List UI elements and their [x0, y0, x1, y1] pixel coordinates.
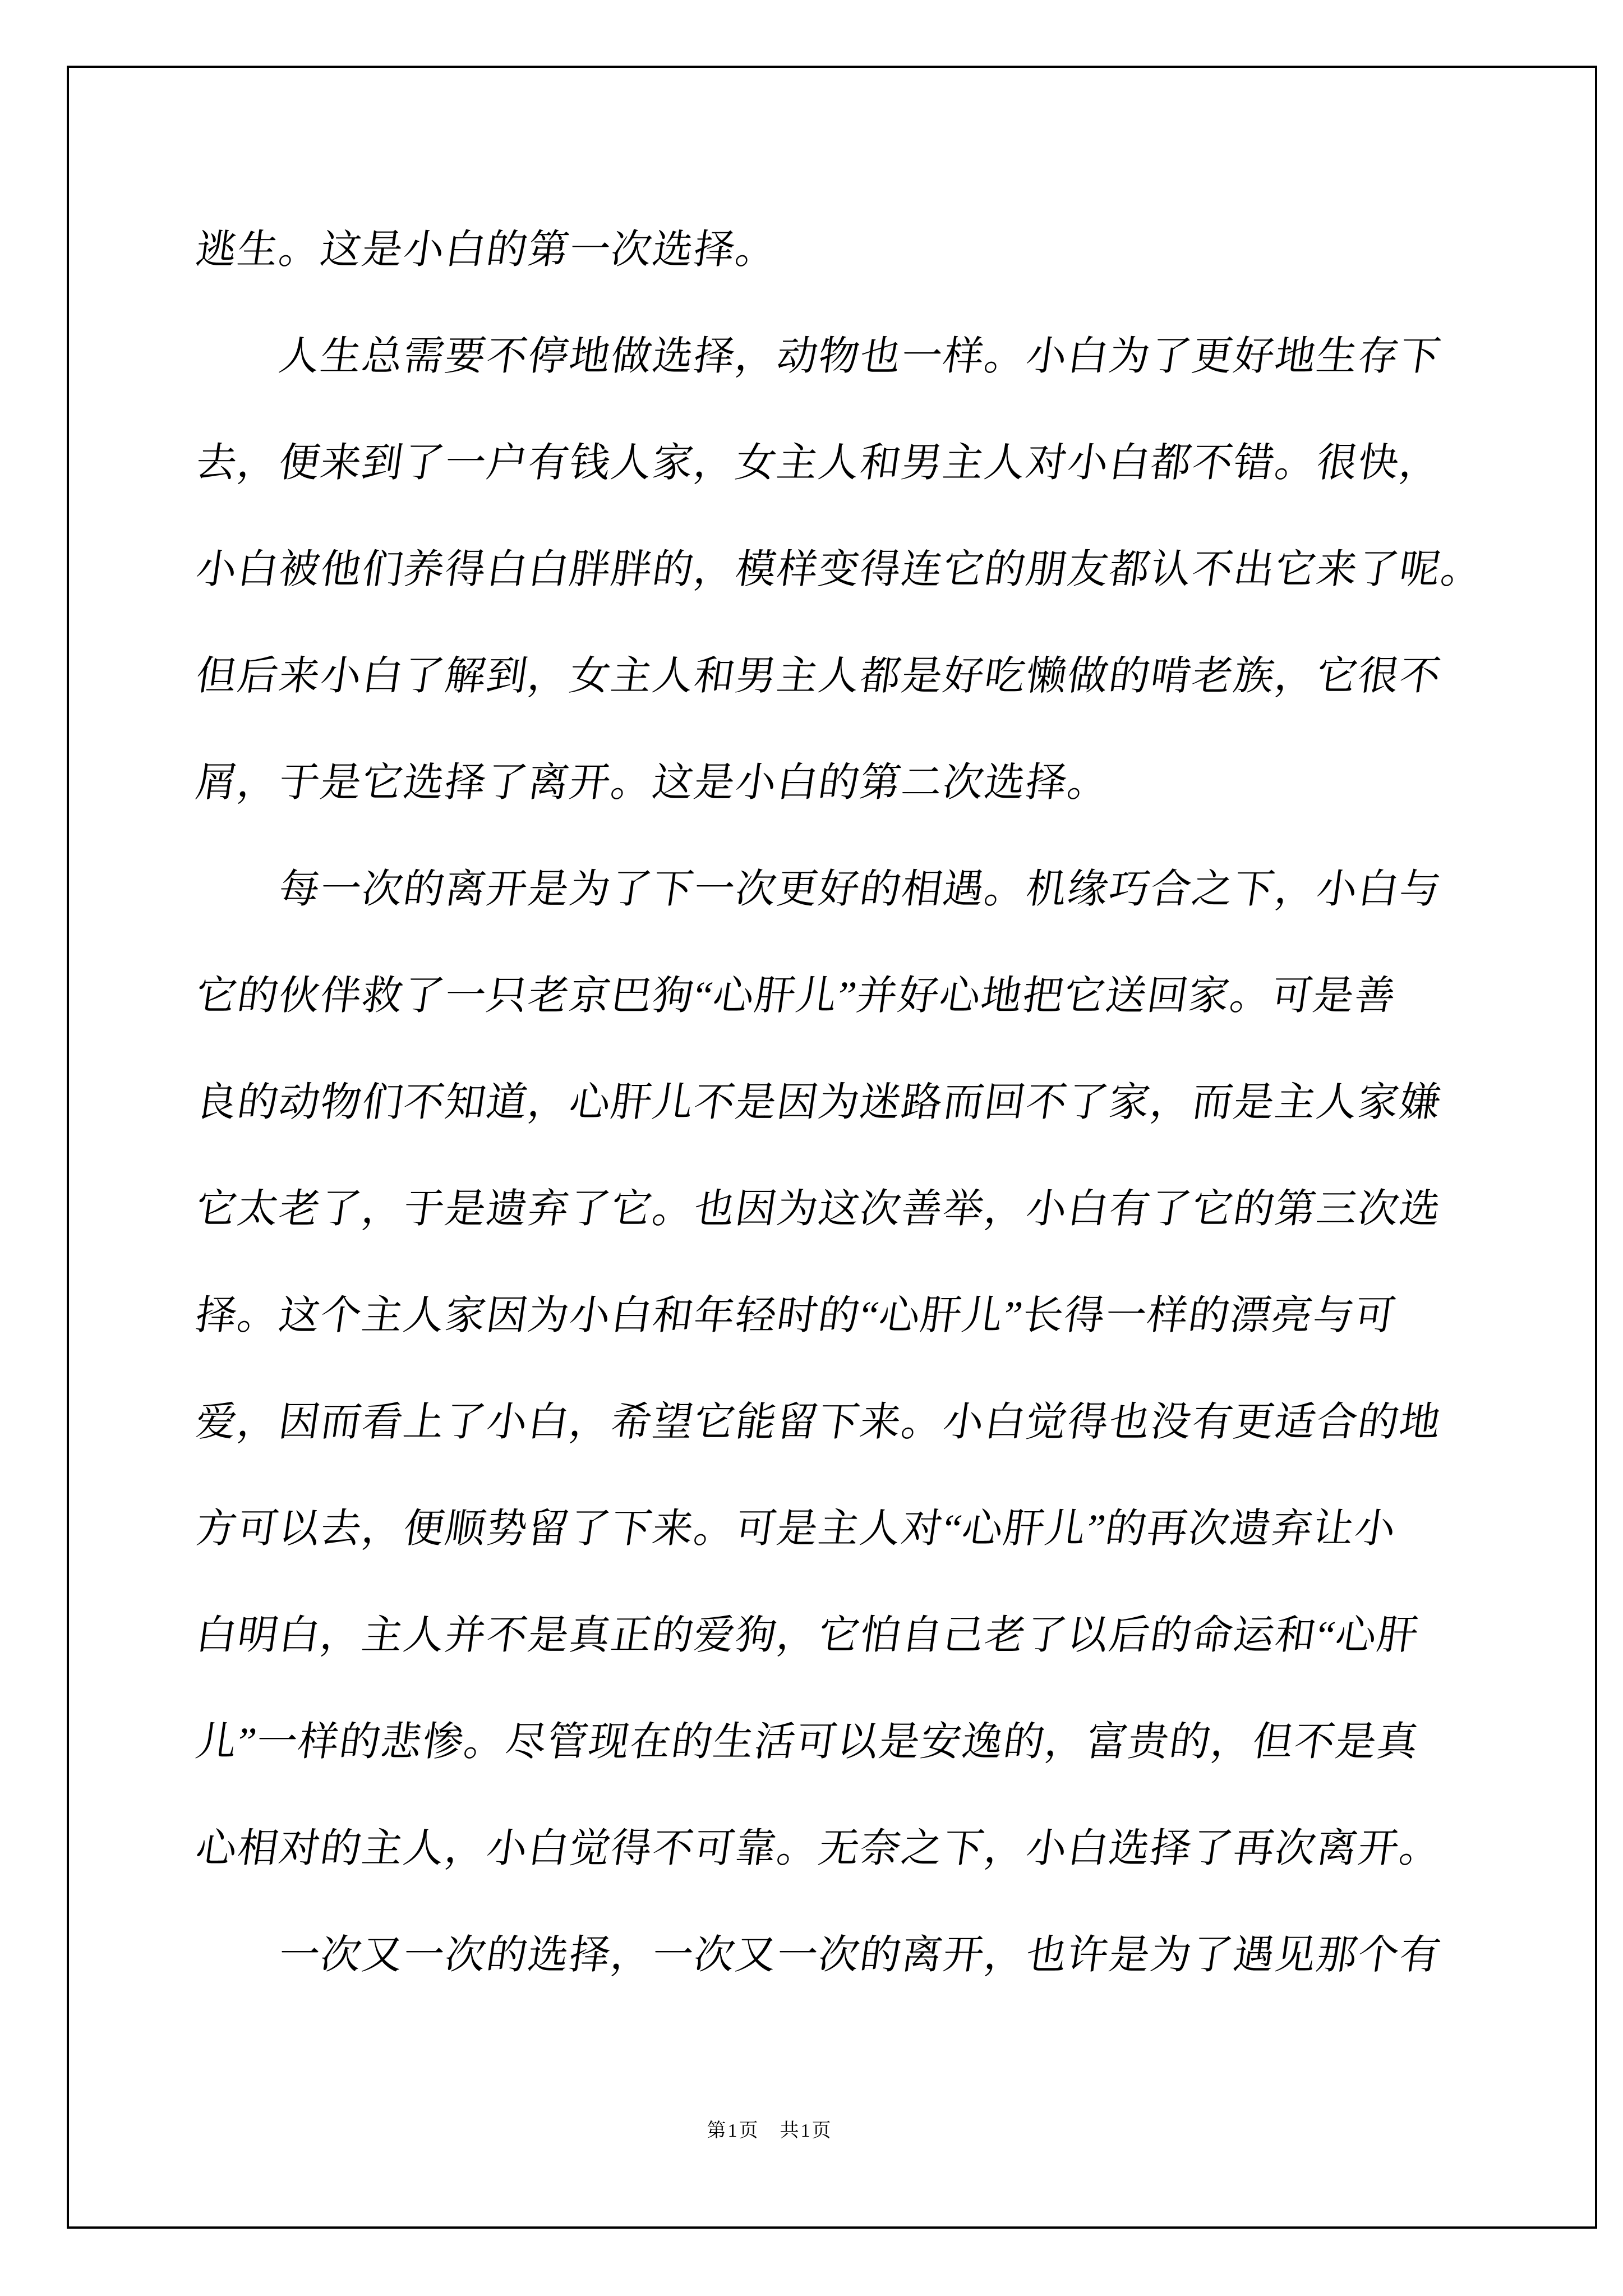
text-line: 它的伙伴救了一只老京巴狗“心肝儿”并好心地把它送回家。可是善	[193, 973, 1400, 1018]
text-line: 它太老了，于是遗弃了它。也因为这次善举，小白有了它的第三次选	[193, 1186, 1445, 1231]
text-line: 去，便来到了一户有钱人家，女主人和男主人对小白都不错。很快，	[193, 440, 1445, 485]
text-line: 但后来小白了解到，女主人和男主人都是好吃懒做的啃老族，它很不	[193, 654, 1445, 698]
text-line: 儿”一样的悲惨。尽管现在的生活可以是安逸的，富贵的，但不是真	[193, 1719, 1422, 1764]
text-line: 屑，于是它选择了离开。这是小白的第二次选择。	[193, 760, 1113, 805]
text-line: 择。这个主人家因为小白和年轻时的“心肝儿”长得一样的漂亮与可	[193, 1293, 1400, 1338]
page-footer	[146, 2115, 1394, 2142]
text-line: 小白被他们养得白白胖胖的，模样变得连它的朋友都认不出它来了呢。	[193, 547, 1486, 592]
text-line: 一次又一次的选择，一次又一次的离开，也许是为了遇见那个有	[276, 1932, 1445, 1977]
text-line: 逃生。这是小白的第一次选择。	[193, 227, 781, 272]
text-line: 心相对的主人，小白觉得不可靠。无奈之下，小白选择了再次离开。	[193, 1826, 1445, 1871]
body-text	[193, 196, 1497, 2008]
text-line: 白明白，主人并不是真正的爱狗，它怕自己老了以后的命运和“心肝	[193, 1613, 1422, 1658]
text-line: 方可以去，便顺势留了下来。可是主人对“心肝儿”的再次遗弃让小	[193, 1506, 1400, 1551]
text-line: 爱，因而看上了小白，希望它能留下来。小白觉得也没有更适合的地	[193, 1400, 1445, 1444]
text-line: 人生总需要不停地做选择，动物也一样。小白为了更好地生存下	[276, 334, 1445, 379]
page-total: 共1页	[780, 2120, 833, 2141]
page-number: 第1页	[707, 2120, 760, 2141]
text-line: 良的动物们不知道，心肝儿不是因为迷路而回不了家，而是主人家嫌	[193, 1080, 1445, 1125]
text-line: 每一次的离开是为了下一次更好的相遇。机缘巧合之下，小白与	[276, 867, 1445, 912]
